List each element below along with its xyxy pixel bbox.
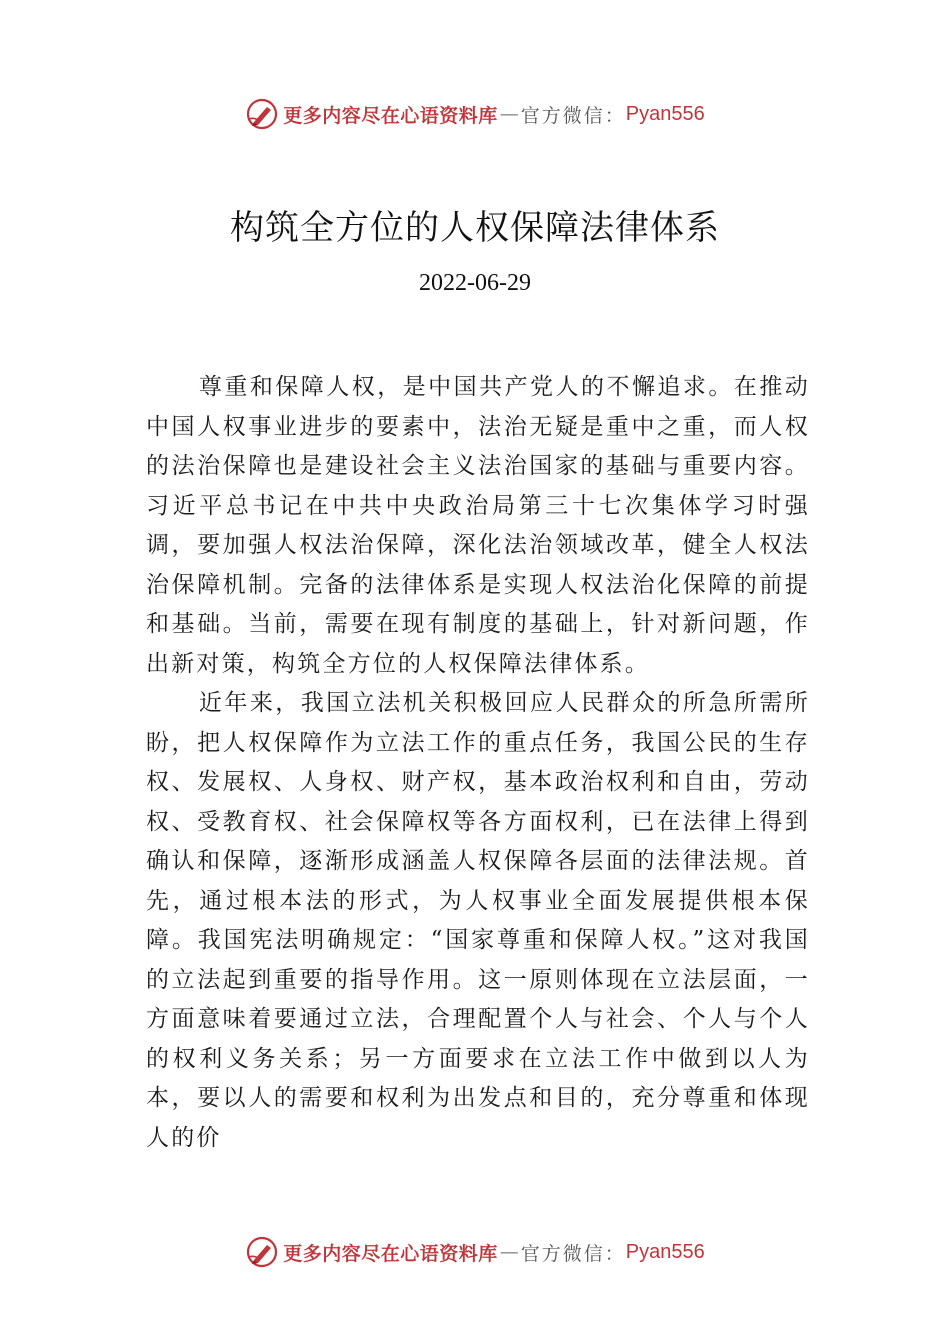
footer-banner bbox=[0, 1232, 950, 1272]
article-date: 2022-06-29 bbox=[419, 270, 531, 296]
wechat-id: Pyan556 bbox=[625, 1240, 705, 1263]
header-banner bbox=[0, 94, 950, 134]
article-title: 构筑全方位的人权保障法律体系 bbox=[230, 208, 720, 248]
paragraph-2: 近年来，我国立法机关积极回应人民群众的所急所需所盼，把人权保障作为立法工作的重点任务，我国公民的生存权、发展权、人身权、财产权，基本政治权利和自由，劳动权、受教育权、社会保障权等各方面权利，已在法律上得到确认和保障，逐渐形成涵盖人权保障各层面的法律法规。首先，通过根本法的形式，为人权事业全面发展提供根本保障。我国宪法明确规定：“国家尊重和保障人权。”这对我国的立法起到重要的指导作用。这一原则体现在立法层面，一方面意味着要通过立法，合理配置个人与社会、个人与个人的权利义务关系；另一方面要求在立法工作中做到以人为本，要以人的需要和权利为出发点和目的，充分尊重和体现人的价 bbox=[146, 690, 810, 1151]
article-body bbox=[146, 368, 810, 1158]
banner-text: 更多内容尽在心语资料库 bbox=[283, 1242, 498, 1265]
wechat-label: 官方微信： bbox=[520, 104, 626, 127]
banner-text: 更多内容尽在心语资料库 bbox=[283, 104, 498, 127]
banner-dash: — bbox=[499, 103, 519, 125]
wechat-label: 官方微信： bbox=[520, 1242, 626, 1265]
banner-dash: — bbox=[499, 1241, 519, 1263]
paragraph-1: 尊重和保障人权，是中国共产党人的不懈追求。在推动中国人权事业进步的要素中，法治无疑是重中之重，而人权的法治保障也是建设社会主义法治国家的基础与重要内容。 习近平总书记在中共中央政治局第三十七次集体学习时强调，要加强人权法治保障，深化法治领域改革，健全人权法治保障机制。完备的法律体系是实现人权法治化保障的前提和基础。当前，需要在现有制度的基础上，针对新问题，作出新对策，构筑全方位的人权保障法律体系。 bbox=[146, 374, 810, 677]
pen-logo-icon bbox=[245, 1235, 279, 1269]
wechat-id: Pyan556 bbox=[625, 102, 705, 125]
pen-logo-icon bbox=[245, 97, 279, 131]
